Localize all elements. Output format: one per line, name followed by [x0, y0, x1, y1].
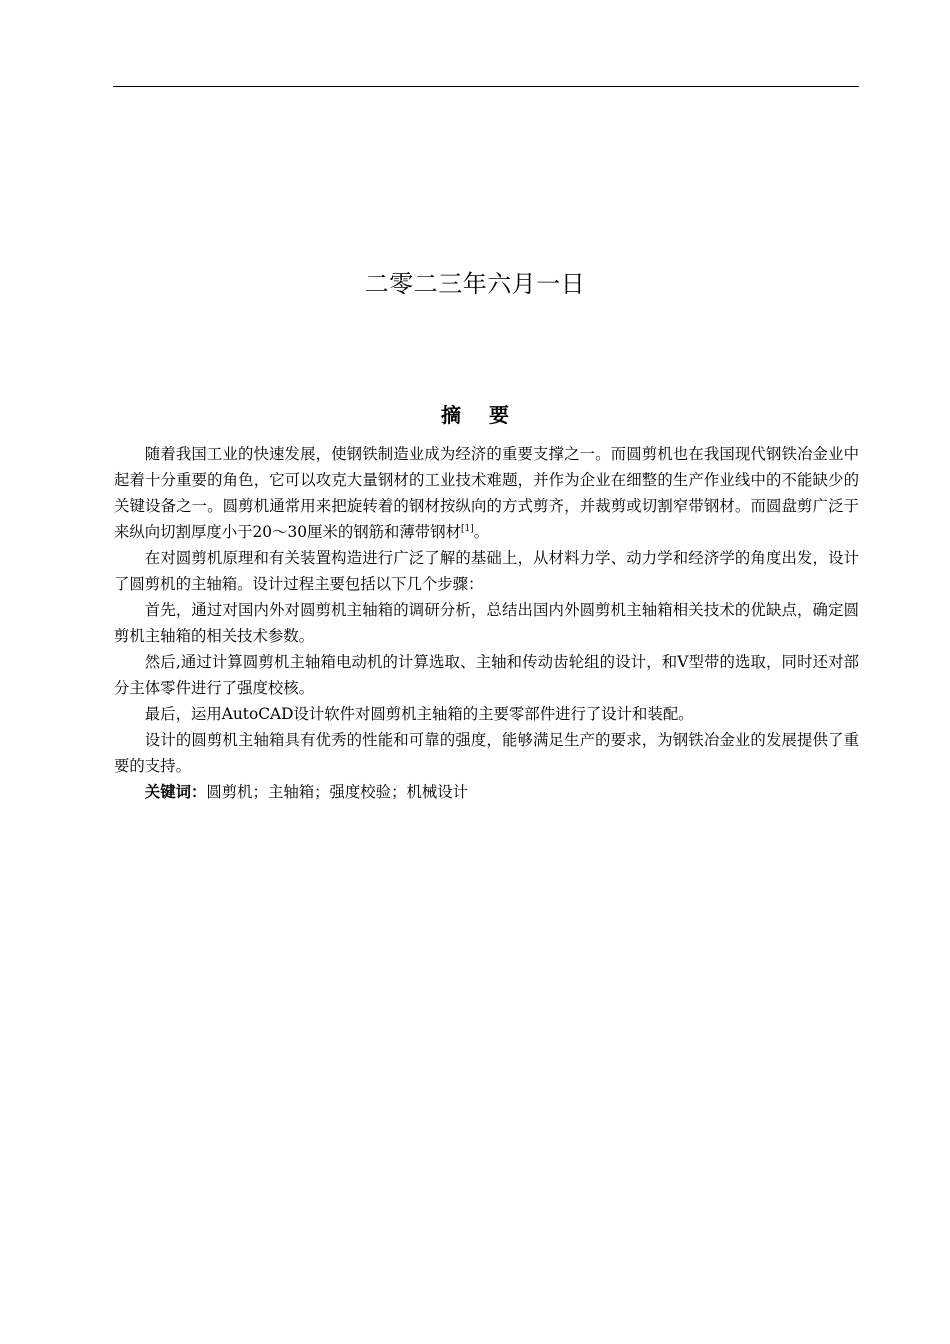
- citation-reference: [1]: [460, 523, 474, 534]
- abstract-paragraph-5: 最后，运用AutoCAD设计软件对圆剪机主轴箱的主要零部件进行了设计和装配。: [144, 705, 694, 723]
- abstract-title-right: 要: [489, 403, 509, 427]
- abstract-title-left: 摘: [441, 403, 461, 427]
- abstract-paragraph-6: 设计的圆剪机主轴箱具有优秀的性能和可靠的强度，能够满足生产的要求，为钢铁冶金业的发展提供了重要的支持。: [114, 731, 859, 775]
- keywords-label: 关键词：: [144, 783, 207, 801]
- abstract-paragraph-3: 首先，通过对国内外对圆剪机主轴箱的调研分析，总结出国内外圆剪机主轴箱相关技术的优缺点，确定圆剪机主轴箱的相关技术参数。: [114, 601, 859, 645]
- abstract-paragraph-1: [114, 441, 859, 545]
- keywords-text: 圆剪机；主轴箱；强度校验；机械设计: [206, 783, 469, 801]
- abstract-body: [114, 441, 859, 805]
- keywords-line: [114, 779, 859, 805]
- abstract-paragraph-2: 在对圆剪机原理和有关装置构造进行广泛了解的基础上，从材料力学、动力学和经济学的角度出发，设计了圆剪机的主轴箱。设计过程主要包括以下几个步骤：: [114, 549, 859, 593]
- abstract-title: [0, 400, 950, 430]
- abstract-paragraph-1-end: 。: [473, 523, 490, 541]
- abstract-paragraph-1-text: 随着我国工业的快速发展，使钢铁制造业成为经济的重要支撑之一。而圆剪机也在我国现代钢铁冶金业中起着十分重要的角色，它可以攻克大量钢材的工业技术难题，并作为企业在细整的生产作业线中的不能缺少的关键设备之一。圆剪机通常用来把旋转着的钢材按纵向的方式剪齐，并裁剪或切割窄带钢材。而圆盘剪广泛于来纵向切割厚度小于20～30厘米的钢筋和薄带钢材: [114, 445, 859, 541]
- header-rule: [113, 86, 859, 87]
- abstract-paragraph-4: 然后,通过计算圆剪机主轴箱电动机的计算选取、主轴和传动齿轮组的设计，和V型带的选取，同时还对部分主体零件进行了强度校核。: [114, 653, 859, 697]
- date-line: 二零二三年六月一日: [364, 270, 586, 298]
